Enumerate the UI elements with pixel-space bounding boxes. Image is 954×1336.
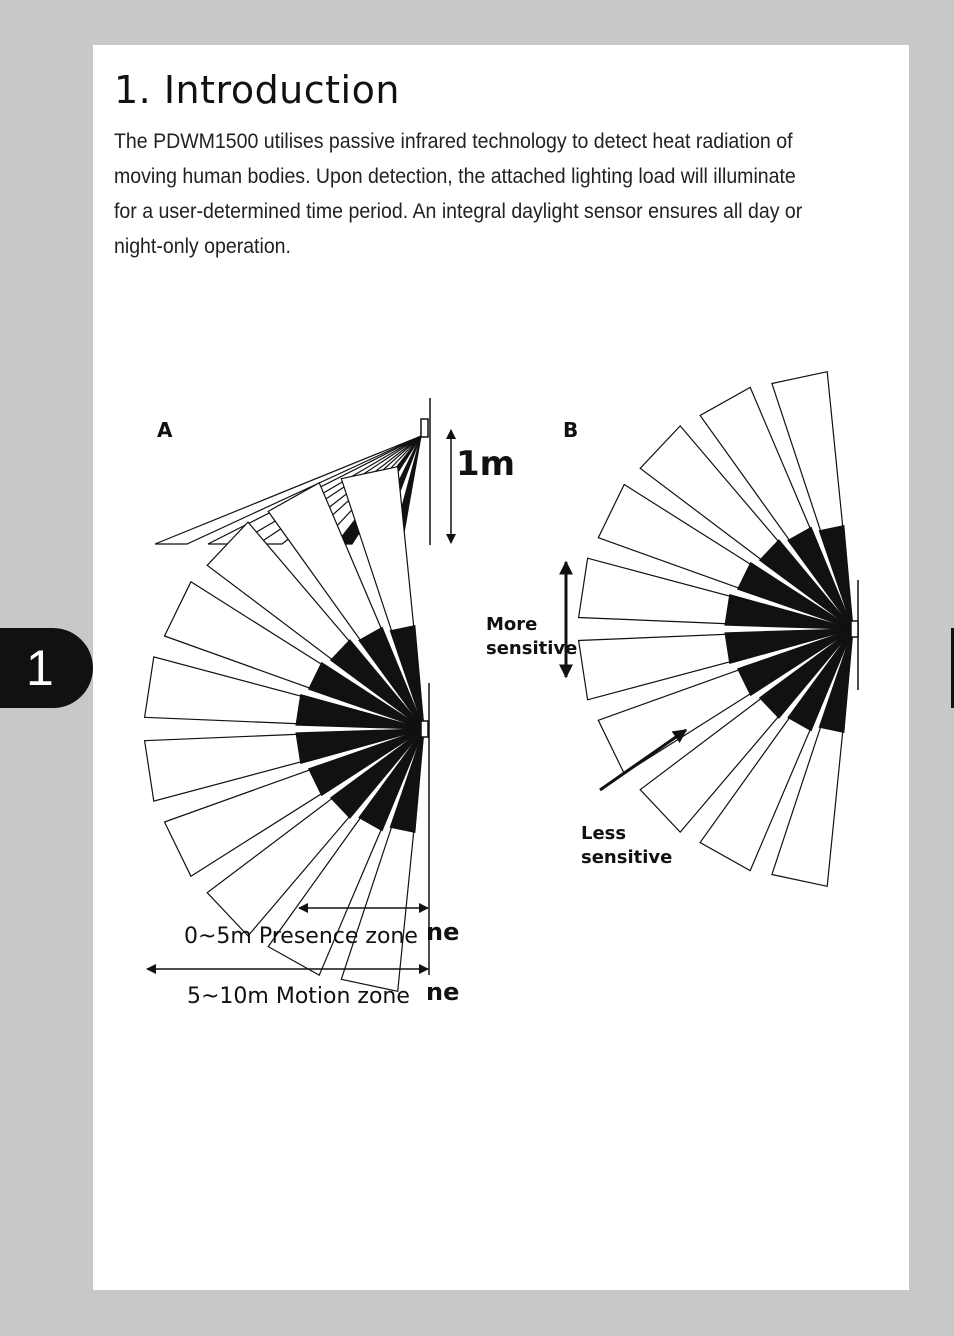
chapter-tab-number: 1	[26, 640, 54, 696]
top-view-diagram	[145, 467, 460, 1009]
detection-fan-a	[145, 467, 424, 992]
label-a: A	[157, 418, 173, 442]
presence-zone-label: 0~5m Presence zone	[184, 924, 418, 949]
overlap-text-motion: ne	[426, 978, 460, 1006]
less-sensitive-label-line2: sensitive	[581, 847, 673, 868]
sensor-icon	[421, 419, 428, 437]
sensitivity-diagram	[486, 372, 858, 887]
more-sensitive-label-line1: More	[486, 614, 538, 635]
label-b: B	[563, 418, 579, 442]
detection-fan-b	[579, 372, 853, 887]
height-label: 1m	[456, 444, 516, 484]
more-sensitive-label-line2: sensitive	[486, 638, 578, 659]
sensor-icon	[421, 721, 428, 737]
motion-zone-label: 5~10m Motion zone	[187, 984, 410, 1009]
intro-paragraph: The PDWM1500 utilises passive infrared technology to detect heat radiation of moving human bodies. Upon detection, the attached lighting load will illuminate for a user-determined time period. An integral daylight sensor ensures all day or night-only operation.	[114, 130, 803, 258]
overlap-text-presence: ne	[426, 918, 460, 946]
page-title: 1. Introduction	[114, 68, 400, 112]
less-sensitive-label-line1: Less	[581, 823, 627, 844]
sensor-icon	[851, 621, 858, 637]
